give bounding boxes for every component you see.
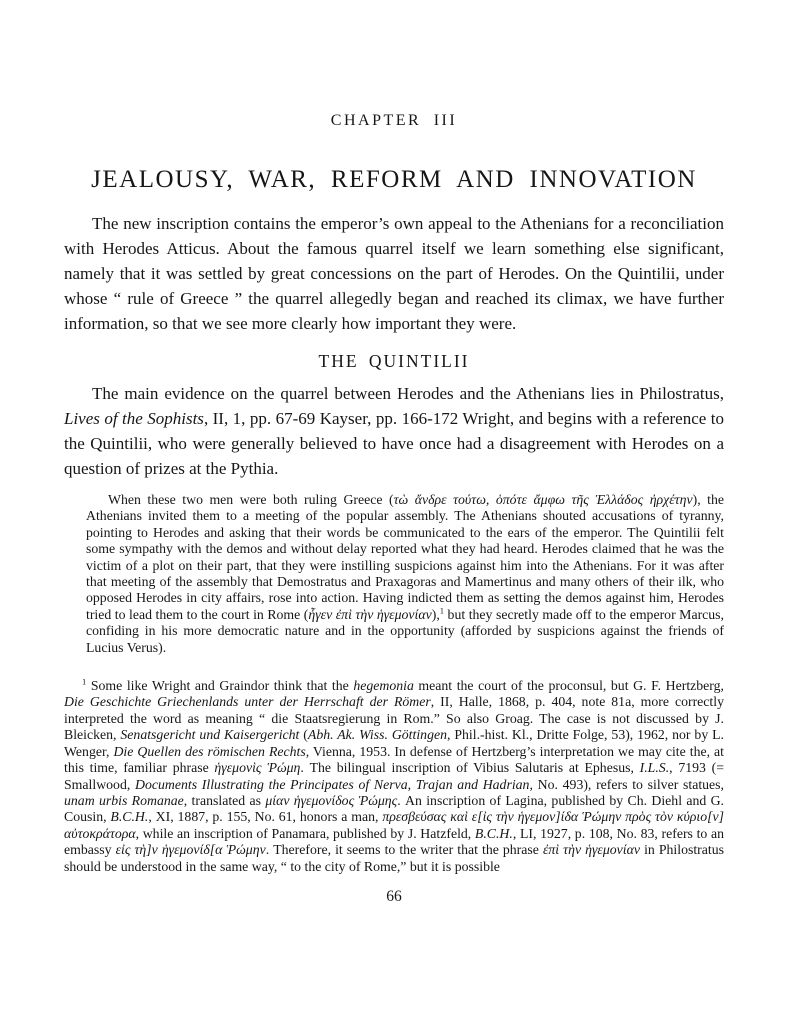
text-segment: B.C.H.	[110, 809, 149, 825]
text-segment: . Therefore, it seems to the writer that the phrase	[265, 842, 543, 858]
text-segment: μίαν ἡγεμονίδος Ῥώμης	[265, 792, 398, 808]
text-segment: The main evidence on the quarrel between Herodes and the Athenians lies in Philostratus,	[92, 384, 724, 403]
chapter-title: JEALOUSY, WAR, REFORM AND INNOVATION	[91, 166, 697, 193]
text-segment: 1	[439, 605, 445, 616]
text-segment: B.C.H.	[474, 825, 513, 841]
text-segment: (	[299, 727, 308, 743]
text-segment: ),	[431, 606, 440, 622]
text-segment: Senatsgericht und Kaisergericht	[120, 727, 300, 743]
text-segment: in Philostratus should be understood in the same way, “ to the city of Rome,” but it is possible	[64, 842, 725, 874]
page-number: 66	[386, 887, 402, 905]
text-segment: τὼ ἄνδρε τούτω, ὁπότε ἄμφω τῆς Ἑλλάδος ἠρχέτην	[393, 492, 693, 507]
text-segment: , translated as	[183, 792, 266, 808]
text-segment: Some like Wright and Graindor think that the	[86, 678, 354, 694]
text-segment: , No. 493), refers to silver statues,	[529, 776, 724, 792]
text-segment: , Phil.-hist. Kl., Dritte Folge, 53), 1962, nor by L. Wenger,	[64, 727, 725, 759]
text-segment: ἡγεμονὶς Ῥώμη	[214, 760, 301, 776]
text-segment: Die Quellen des römischen Rechts	[113, 743, 306, 759]
text-segment: ἦγεν ἐπὶ τὴν ἡγεμονίαν	[308, 606, 432, 622]
text-segment: ), the Athenians invited them to a meeting of the popular assembly. The Athenians shouted accusations of tyranny, pointing to Herodes and asking that their words be communicated to the ears of the emperor. The Quintilii felt some sympathy with the demos and without delay reported what they had heard. Herodes claimed that he was the victim of a plot on their part, that they were instilling suspicions against him into the Athenians. For it was after that meeting of the assembly that Demostratus and Praxagoras and Mamertinus and many others of their ilk, who opposed Herodes in city affairs, rose into action. Having indicted them as setting the demos against him, Herodes tried to lead them to the court in Rome (	[86, 492, 724, 622]
text-segment: , LI, 1927, p. 108, No. 83, refers to an embassy	[64, 825, 724, 858]
chapter-heading: CHAPTER III	[330, 112, 458, 129]
text-segment: hegemonia	[353, 678, 414, 694]
text-segment: When these two men were both ruling Greece (	[108, 492, 394, 507]
text-segment: , while an inscription of Panamara, published by J. Hatzfeld,	[135, 825, 475, 841]
text-segment: I.L.S.	[639, 760, 670, 776]
text-segment: , II, 1, pp. 67-69 Kayser, pp. 166-172 Wright, and begins with a reference to the Quintilii, who were generally believed to have once had a disagreement with Herodes on a question of prizes at the Pythia.	[64, 409, 725, 478]
text-segment: The new inscription contains the emperor’s own appeal to the Athenians for a reconciliation with Herodes Atticus. About the famous quarrel itself we learn something else significant, namely that it was settled by great concessions on the part of Herodes. On the Quintilii, under whose “ rule of Greece ” the quarrel allegedly began and reached its climax, we have further information, so that we see more clearly how important they were.	[64, 214, 724, 333]
block-quote-translation	[86, 492, 724, 656]
text-segment: , 7193 (= Smallwood,	[64, 760, 724, 792]
text-segment: Lives of the Sophists	[64, 409, 204, 428]
evidence-paragraph	[64, 381, 724, 481]
text-segment: , II, Halle, 1868, p. 404, note 81a, more correctly interpreted the word as meaning “ die Staatsregierung in Rom.” So also Groag. The case is not discussed by J. Bleicken,	[64, 694, 724, 743]
text-segment: . The bilingual inscription of Vibius Salutaris at Ephesus,	[300, 760, 640, 776]
text-segment: unam urbis Romanae	[64, 792, 184, 808]
text-segment: εἰς τὴ]ν ἡγεμονίδ[α Ῥώμην	[115, 842, 266, 858]
intro-paragraph	[64, 211, 724, 336]
text-segment: , Vienna, 1953. In defense of Hertzberg’s interpretation we may cite the, at this time, familiar phrase	[64, 743, 725, 776]
text-segment: Documents Illustrating the Principates of Nerva, Trajan and Hadrian	[135, 776, 530, 792]
text-segment: Abh. Ak. Wiss. Göttingen	[307, 727, 447, 743]
text-segment: ἐπὶ τὴν ἡγεμονίαν	[542, 842, 641, 858]
text-segment: Die Geschichte Griechenlands unter der Herrschaft der Römer	[64, 694, 431, 710]
section-heading: THE QUINTILII	[318, 351, 470, 371]
text-segment: meant the court of the proconsul, but G. F. Hertzberg,	[413, 678, 724, 694]
text-segment: but they secretly made off to the emperor Marcus, confiding in his more democratic nature and in the opportunity (afforded by suspicions against the friends of Lucius Verus).	[86, 606, 725, 655]
text-segment: , XI, 1887, p. 155, No. 61, honors a man,	[148, 809, 383, 825]
footnote-1	[64, 678, 724, 875]
text-segment: πρεσβεύσας καὶ ε[ἰς τὴν ἡγεμον]ίδα Ῥώμην πρὸς τὸν κύριο[ν] αὐτοκράτορα	[64, 809, 724, 841]
text-segment: 1	[82, 676, 87, 687]
text-segment: . An inscription of Lagina, published by Ch. Diehl and G. Cousin,	[64, 792, 725, 825]
